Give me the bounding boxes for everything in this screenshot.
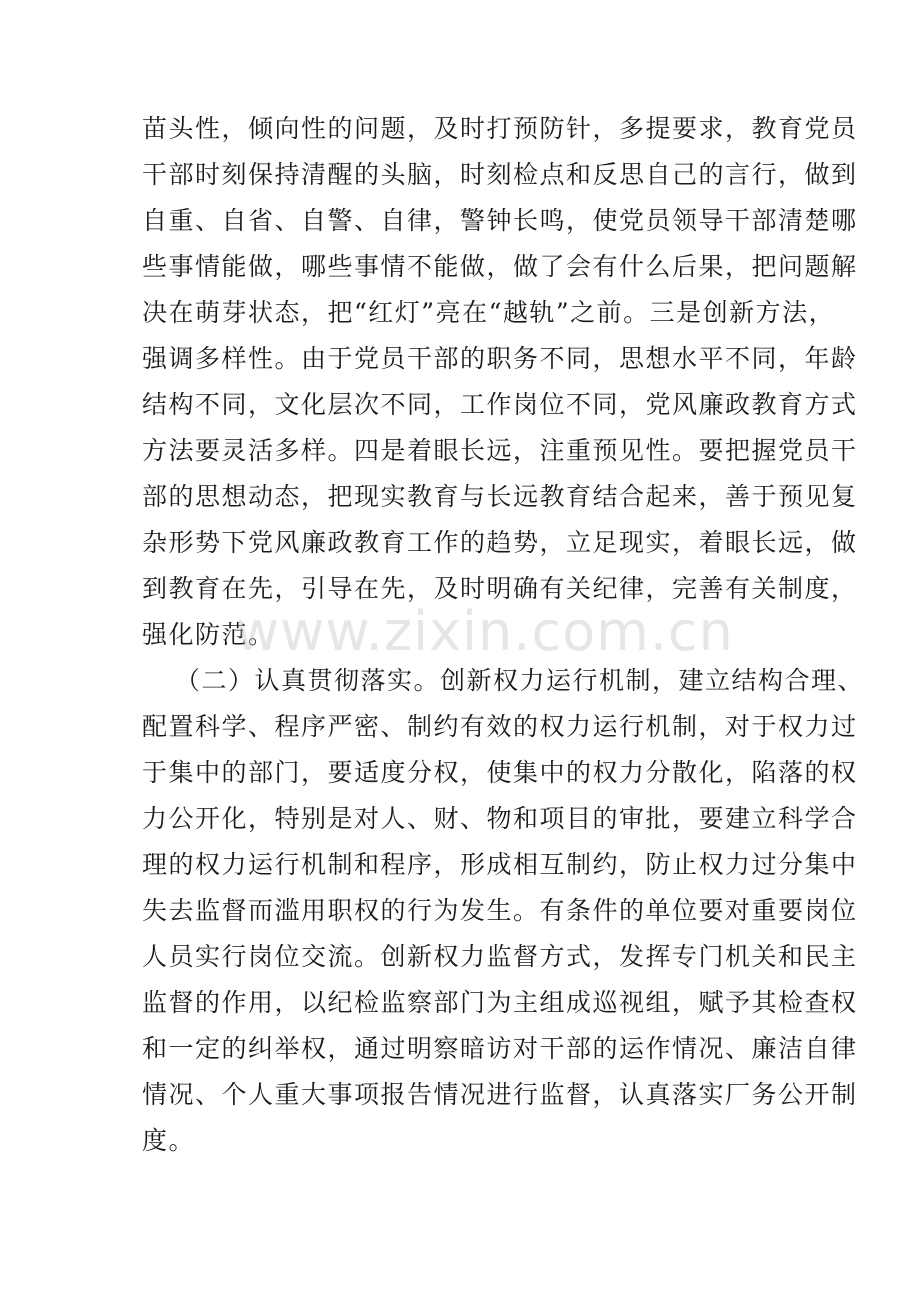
watermark: www.zixin.com.cn bbox=[235, 600, 734, 663]
text-line: 到教育在先，引导在先，及时明确有关纪律，完善有关制度， bbox=[142, 574, 858, 603]
text-line: 情况、个人重大事项报告情况进行监督，认真落实厂务公开制 bbox=[142, 1080, 858, 1109]
text-line: 结构不同，文化层次不同，工作岗位不同，党风廉政教育方式 bbox=[142, 390, 858, 419]
text-line: 失去监督而滥用职权的行为发生。有条件的单位要对重要岗位 bbox=[142, 896, 858, 925]
body-text bbox=[0, 106, 920, 1164]
text-line: 和一定的纠举权，通过明察暗访对干部的运作情况、廉洁自律 bbox=[142, 1034, 858, 1063]
text-line: 度。 bbox=[142, 1126, 196, 1155]
text-line: 干部时刻保持清醒的头脑，时刻检点和反思自己的言行，做到 bbox=[142, 160, 858, 189]
text-line: 力公开化，特别是对人、财、物和项目的审批，要建立科学合 bbox=[142, 804, 858, 833]
text-line: 于集中的部门，要适度分权，使集中的权力分散化，陷落的权 bbox=[142, 758, 858, 787]
text-line: 部的思想动态，把现实教育与长远教育结合起来，善于预见复 bbox=[142, 482, 858, 511]
text-line: 苗头性，倾向性的问题，及时打预防针，多提要求，教育党员 bbox=[142, 114, 858, 143]
text-line: 监督的作用，以纪检监察部门为主组成巡视组，赋予其检查权 bbox=[142, 988, 858, 1017]
text-line: 方法要灵活多样。四是着眼长远，注重预见性。要把握党员干 bbox=[142, 436, 858, 465]
text-line: 理的权力运行机制和程序，形成相互制约，防止权力过分集中 bbox=[142, 850, 858, 879]
text-line: 强化防范。 bbox=[142, 620, 275, 649]
text-line: 人员实行岗位交流。创新权力监督方式，发挥专门机关和民主 bbox=[142, 942, 858, 971]
text-line: 配置科学、程序严密、制约有效的权力运行机制，对于权力过 bbox=[142, 712, 858, 741]
text-line: 杂形势下党风廉政教育工作的趋势，立足现实，着眼长远，做 bbox=[142, 528, 858, 557]
text-line: 自重、自省、自警、自律，警钟长鸣，使党员领导干部清楚哪 bbox=[142, 206, 858, 235]
paragraph-heading-line: （二）认真贯彻落实。创新权力运行机制，建立结构合理、 bbox=[175, 666, 865, 695]
text-line: 强调多样性。由于党员干部的职务不同，思想水平不同，年龄 bbox=[142, 344, 858, 373]
text-line: 些事情能做，哪些事情不能做，做了会有什么后果，把问题解 bbox=[142, 252, 858, 281]
text-line: 决在萌芽状态，把“红灯”亮在“越轨”之前。三是创新方法， bbox=[142, 298, 836, 327]
